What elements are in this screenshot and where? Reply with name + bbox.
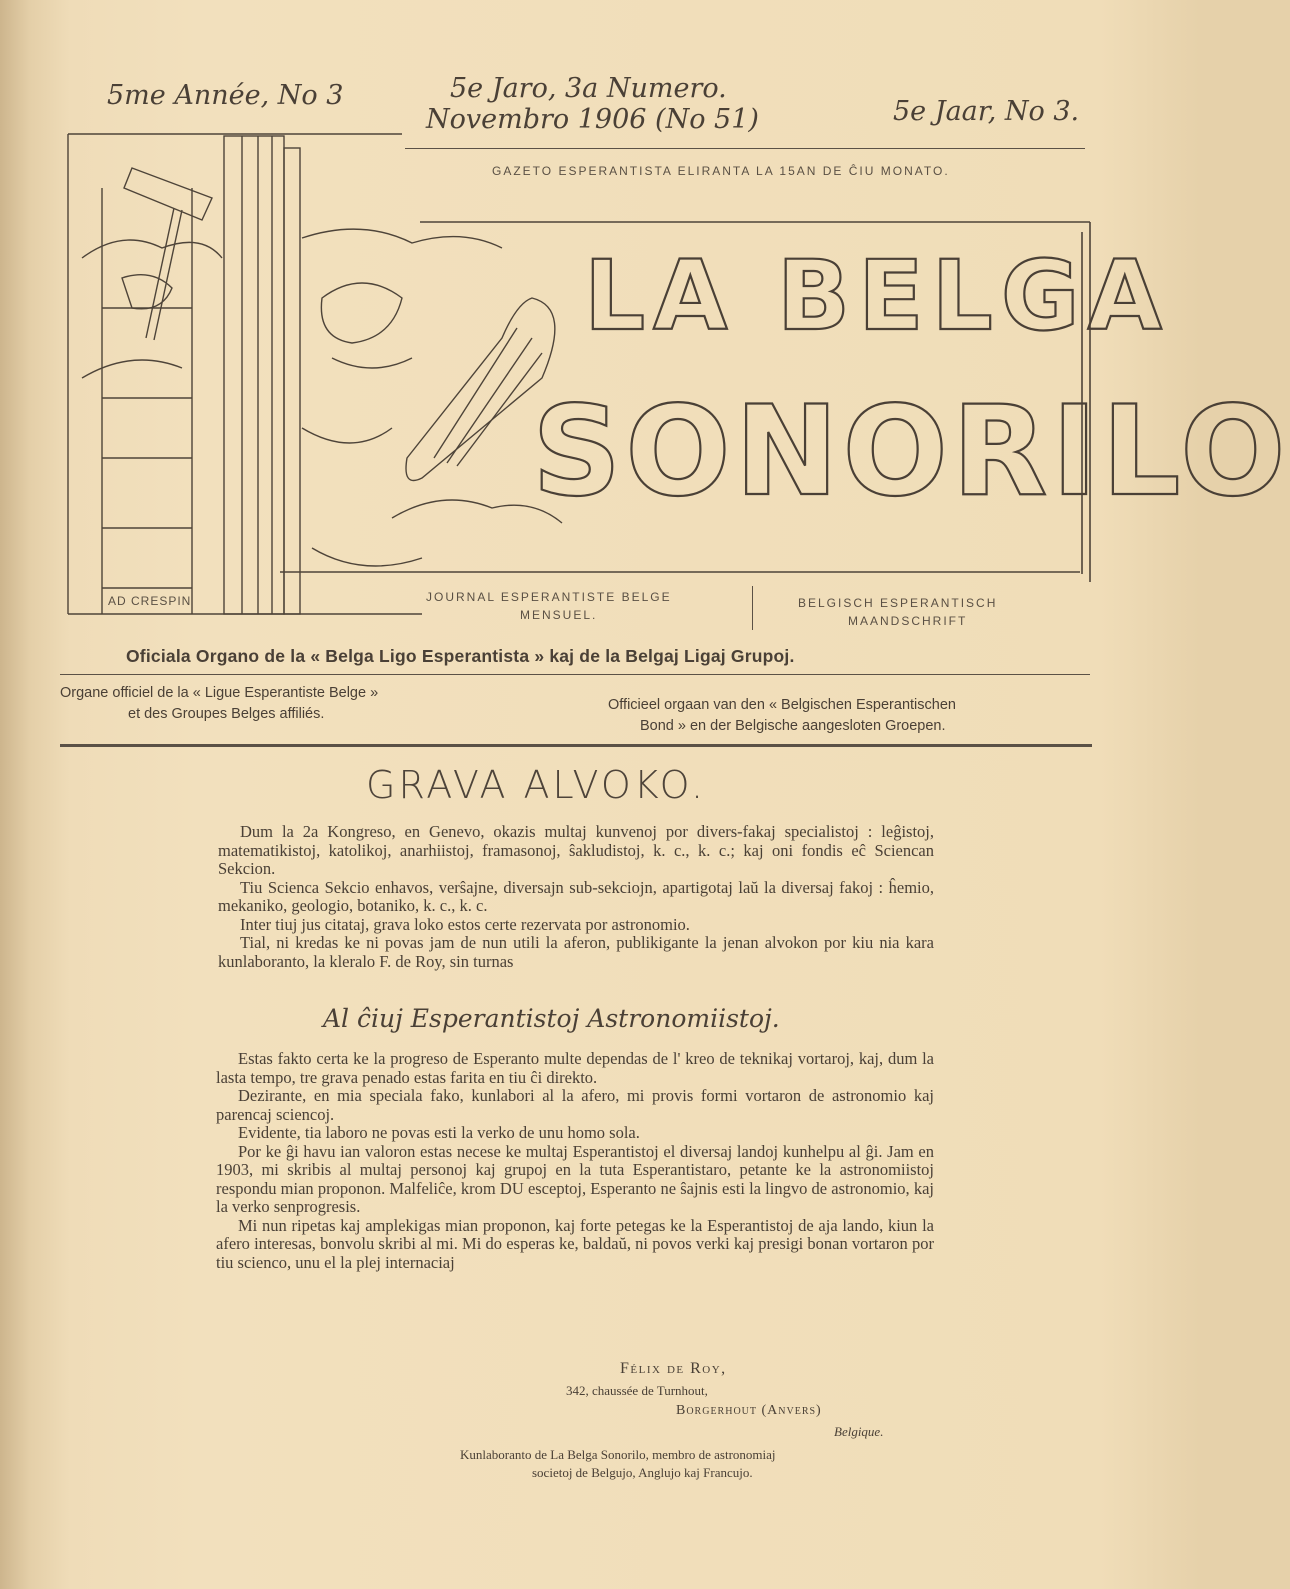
article-intro xyxy=(218,823,934,971)
french-sub: MENSUEL. xyxy=(520,608,598,622)
organ-french-1: Organe officiel de la « Ligue Esperantiste Belge » xyxy=(60,685,379,701)
intro-paragraph: Dum la 2a Kongreso, en Genevo, okazis multaj kunvenoj por divers-fakaj specialistoj : leĝistoj, matematikistoj, katolikoj, anarhiistoj, framasonoj, ŝakludistoj, k. c., k. c.; kaj oni fondis eĉ Sciencan Sekcion. xyxy=(218,822,934,878)
intro-paragraph: Tial, ni kredas ke ni povas jam de nun utili la aferon, publikigante la jenan alvokon por kiu nia kara kunlaboranto, la kleralo F. de Roy, sin turnas xyxy=(218,933,934,971)
issue-left: 5me Année, No 3 xyxy=(107,80,344,111)
french-label: JOURNAL ESPERANTISTE BELGE xyxy=(426,590,672,604)
body-paragraph: Dezirante, en mia speciala fako, kunlabori al la afero, mi provis formi vortaron de astronomio kaj parencaj sciencoj. xyxy=(216,1086,934,1124)
dutch-label: BELGISCH ESPERANTISCH xyxy=(798,596,998,610)
article-body xyxy=(216,1050,934,1272)
gazette-subtitle: GAZETO ESPERANTISTA ELIRANTA LA 15AN DE ĈIU MONATO. xyxy=(492,164,950,178)
organ-dutch-1: Officieel orgaan van den « Belgischen Esperantischen xyxy=(608,697,956,713)
signature-country: Belgique. xyxy=(834,1424,884,1439)
organ-dutch-2: Bond » en der Belgische aangesloten Groepen. xyxy=(640,718,946,734)
issue-right: 5e Jaar, No 3. xyxy=(893,96,1080,127)
artist-signature: AD CRESPIN xyxy=(108,594,192,608)
intro-paragraph: Inter tiuj jus citataj, grava loko estos certe rezervata por astronomio. xyxy=(240,914,690,934)
body-paragraph: Mi nun ripetas kaj amplekigas mian proponon, kaj forte petegas ke la Esperantistoj de aja lando, kiun la afero interesas, bonvolu skribi al mi. Mi do esperas ke, baldaŭ, ni povos verki kaj presigi bonan vortaron por tiu scienco, unu el la plej internaciaj xyxy=(216,1215,934,1272)
signature-address-1: 342, chaussée de Turnhout, xyxy=(566,1383,708,1398)
article-subtitle: Al ĉiuj Esperantistoj Astronomiistoj. xyxy=(323,1004,780,1033)
intro-paragraph: Tiu Scienca Sekcio enhavos, verŝajne, diversajn sub-sekciojn, apartigotaj laŭ la diversaj fakoj : ĥemio, mekaniko, geologio, botaniko, k. c., k. c. xyxy=(218,877,934,915)
signature-address-2: Borgerhout (Anvers) xyxy=(676,1403,822,1418)
organ-french-2: et des Groupes Belges affiliés. xyxy=(128,706,325,722)
signature-name: Félix de Roy, xyxy=(620,1360,727,1377)
footnote-line-2: societoj de Belgujo, Anglujo kaj Francujo. xyxy=(532,1465,753,1480)
masthead xyxy=(0,0,1290,640)
title-sonorilo: SONORILO xyxy=(532,380,1290,524)
organ-esperanto: Oficiala Organo de la « Belga Ligo Esperantista » kaj de la Belgaj Ligaj Grupoj. xyxy=(126,646,795,666)
title-la-belga: LA BELGA xyxy=(584,240,1170,352)
body-paragraph: Evidente, tia laboro ne povas esti la verko de unu homo sola. xyxy=(238,1123,640,1142)
dutch-sub: MAANDSCHRIFT xyxy=(848,614,968,628)
body-paragraph: Estas fakto certa ke la progreso de Esperanto multe dependas de l' kreo de teknikaj vortaroj, kaj, dum la lasta tempo, tre grava penado estas farita en tiu ĉi direkto. xyxy=(216,1049,934,1087)
issue-center-line1: 5e Jaro, 3a Numero. xyxy=(450,73,727,104)
article-title: GRAVA ALVOKO. xyxy=(366,763,707,807)
footnote-line-1: Kunlaboranto de La Belga Sonorilo, membro de astronomiaj xyxy=(460,1447,776,1462)
body-paragraph: Por ke ĝi havu ian valoron estas necese ke multaj Esperantistoj el diversaj landoj kunhelpu al ĝi. Jam en 1903, mi skribis al multaj personoj kaj grupoj en la tuta Esperantistaro, petante ke la astronomiistoj respondu mian proponon. Malfeliĉe, krom DU esceptoj, Esperanto ne ŝajnis esti la lingvo de astronomio, kaj la verko senprogresis. xyxy=(216,1141,934,1216)
issue-center-line2: Novembro 1906 (No 51) xyxy=(426,104,759,135)
